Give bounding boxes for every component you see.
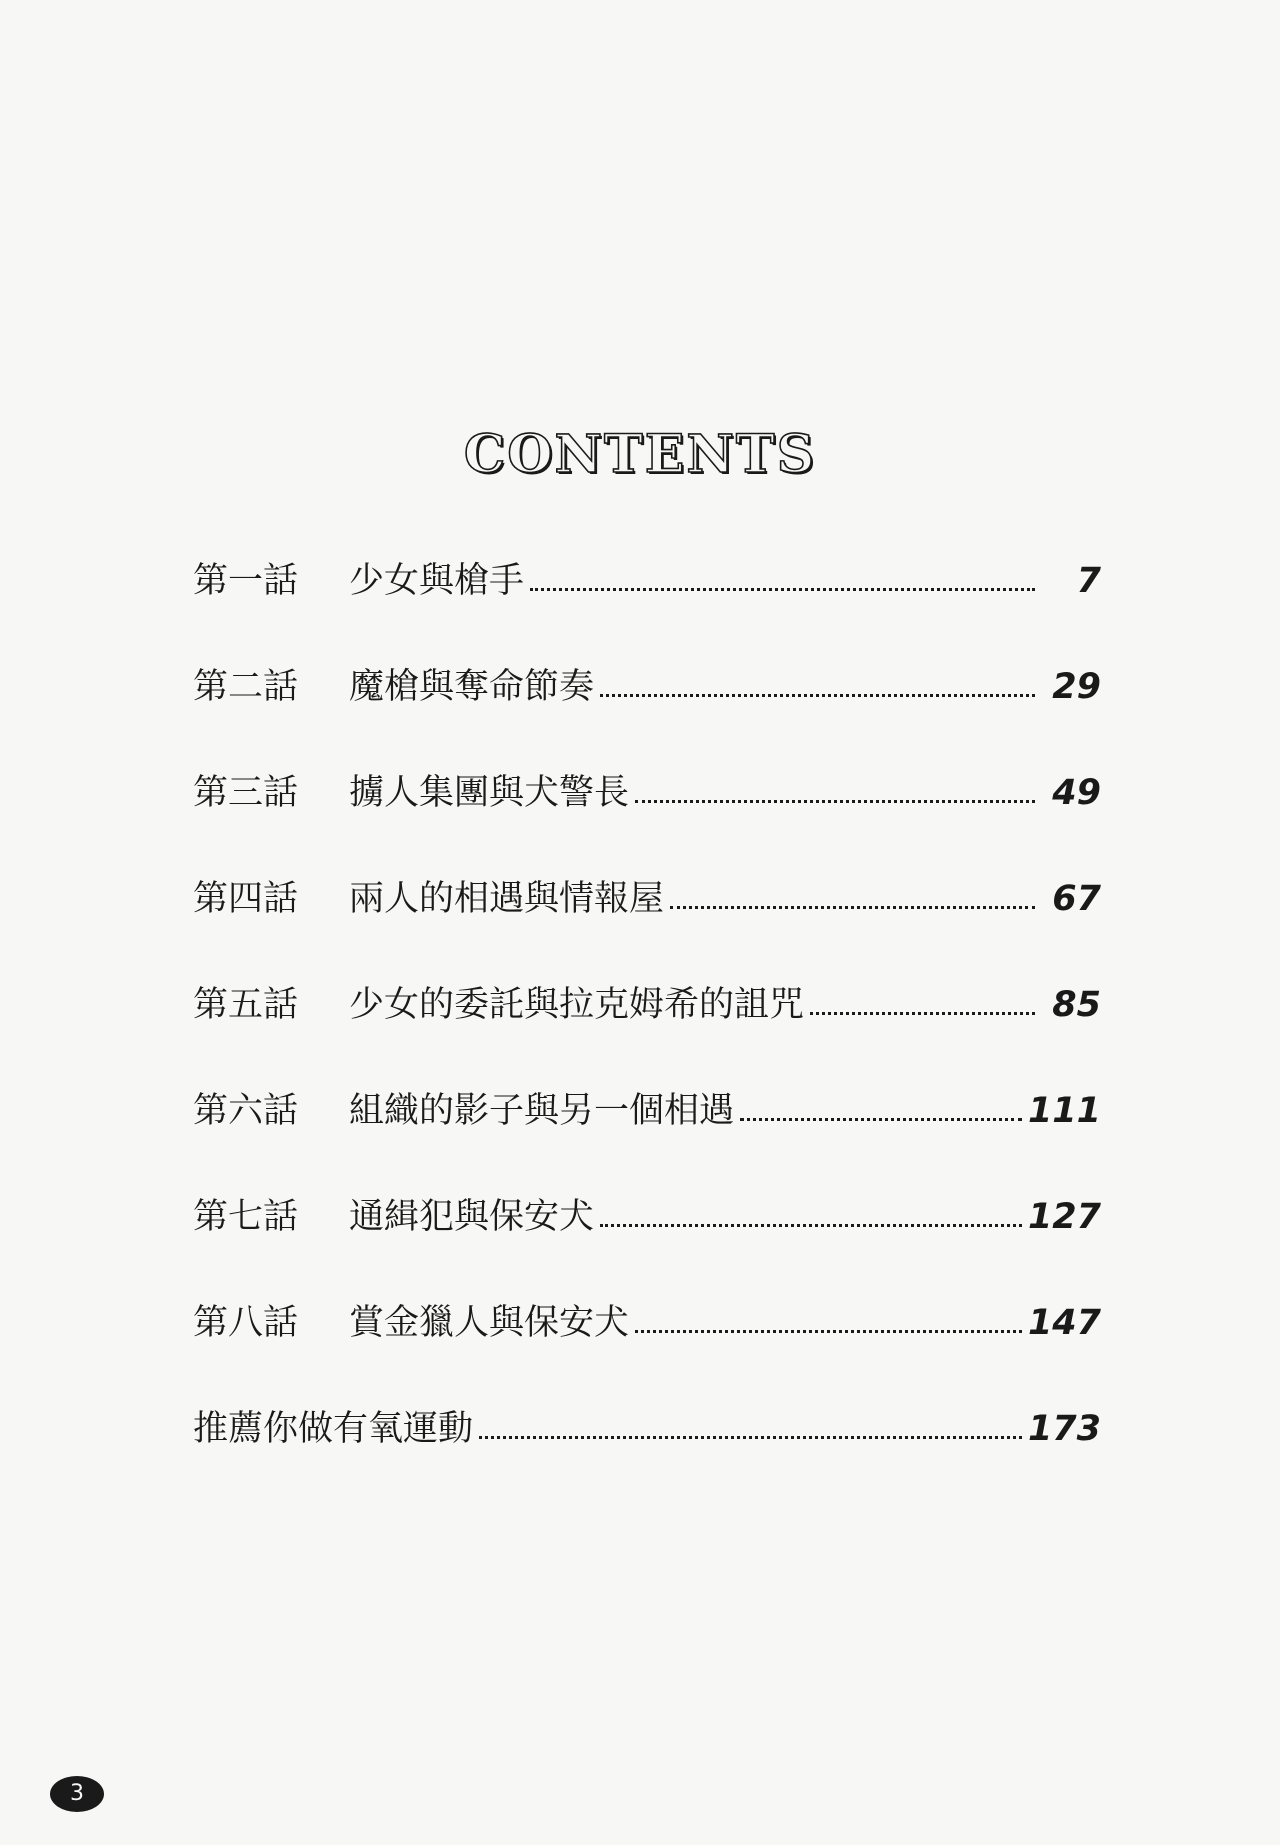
toc-entry-8 — [193, 1296, 1101, 1402]
toc-entry-2 — [193, 660, 1101, 766]
chapter-number: 第一話 — [193, 561, 299, 601]
table-of-contents — [193, 554, 1101, 1508]
page-number: 147 — [1027, 1303, 1101, 1343]
page-number: 85 — [1052, 985, 1101, 1025]
toc-entry-3 — [193, 766, 1101, 872]
page-number: 49 — [1052, 773, 1101, 813]
toc-entry-9 — [193, 1402, 1101, 1508]
page-number: 7 — [1076, 561, 1101, 601]
chapter-number: 第二話 — [193, 667, 299, 707]
chapter-number: 第五話 — [193, 985, 299, 1025]
chapter-title: 少女與槍手 — [349, 561, 525, 601]
chapter-title: 少女的委託與拉克姆希的詛咒 — [349, 985, 805, 1025]
chapter-title: 兩人的相遇與情報屋 — [349, 879, 665, 919]
chapter-title: 魔槍與奪命節奏 — [349, 667, 595, 707]
page-number: 127 — [1027, 1197, 1101, 1237]
dot-leader — [670, 872, 1035, 909]
chapter-number: 第四話 — [193, 879, 299, 919]
toc-entry-4 — [193, 872, 1101, 978]
dot-leader — [600, 1190, 1022, 1227]
chapter-number: 第七話 — [193, 1197, 299, 1237]
page-number: 111 — [1027, 1091, 1101, 1131]
dot-leader — [530, 554, 1035, 591]
dot-leader — [740, 1084, 1022, 1121]
chapter-number: 第八話 — [193, 1303, 299, 1343]
page-number: 29 — [1052, 667, 1101, 707]
dot-leader — [479, 1402, 1022, 1439]
dot-leader — [635, 1296, 1022, 1333]
page-number: 67 — [1052, 879, 1101, 919]
chapter-title: 推薦你做有氧運動 — [193, 1409, 474, 1449]
folio-page-number: 3 — [50, 1776, 104, 1812]
page-title: CONTENTS — [463, 423, 817, 485]
toc-entry-5 — [193, 978, 1101, 1084]
dot-leader — [600, 660, 1035, 697]
chapter-title: 擄人集團與犬警長 — [349, 773, 630, 813]
page-number: 173 — [1027, 1409, 1101, 1449]
toc-entry-7 — [193, 1190, 1101, 1296]
chapter-title: 通緝犯與保安犬 — [349, 1197, 595, 1237]
dot-leader — [810, 978, 1035, 1015]
chapter-number: 第六話 — [193, 1091, 299, 1131]
chapter-number: 第三話 — [193, 773, 299, 813]
dot-leader — [635, 766, 1035, 803]
chapter-title: 賞金獵人與保安犬 — [349, 1303, 630, 1343]
toc-entry-6 — [193, 1084, 1101, 1190]
chapter-title: 組織的影子與另一個相遇 — [349, 1091, 735, 1131]
toc-entry-1 — [193, 554, 1101, 660]
